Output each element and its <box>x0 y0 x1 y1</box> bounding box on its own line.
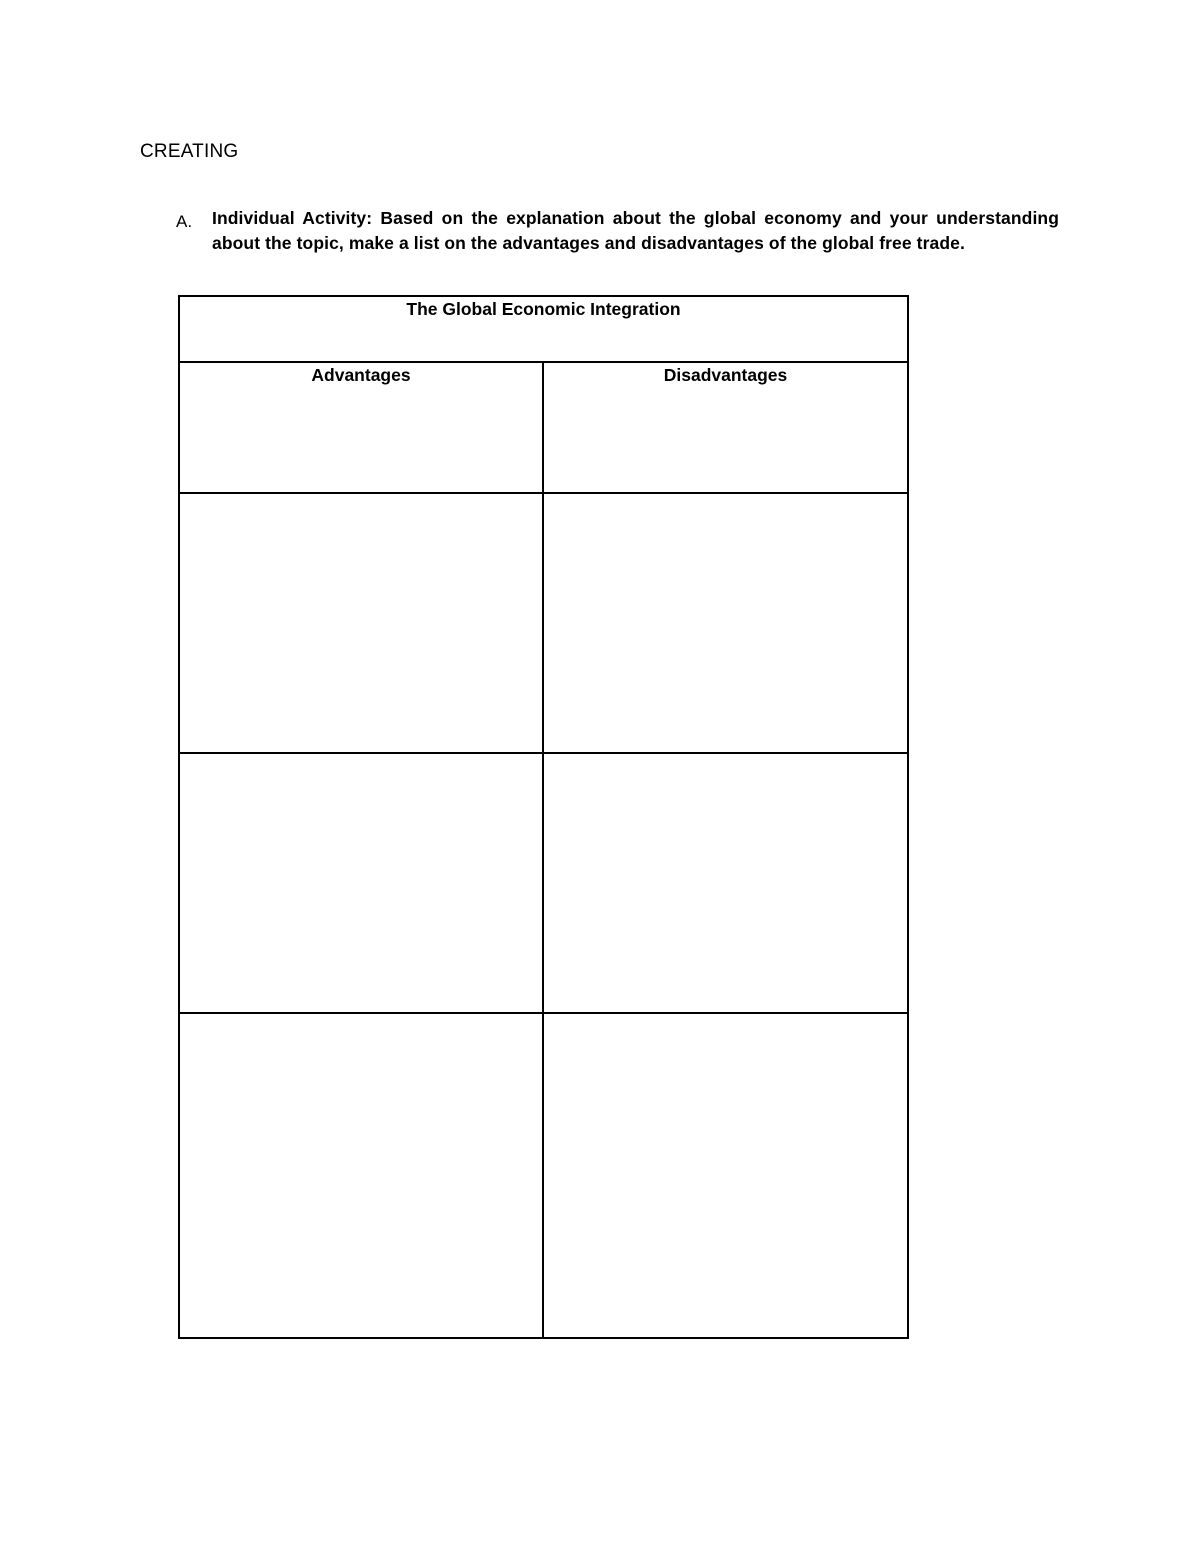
table-row <box>179 753 908 1013</box>
activity-letter: A. <box>176 212 193 231</box>
table-title-row <box>179 296 908 362</box>
disadvantage-answer-cell[interactable] <box>543 1013 908 1338</box>
table-title: The Global Economic Integration <box>179 296 908 362</box>
activity-instructions: Individual Activity: Based on the explanation about the global economy and your understanding about the topic, make a list on the advantages and disadvantages of the global free trade. <box>212 208 1059 253</box>
table-header-row <box>179 362 908 493</box>
advantage-answer-cell[interactable] <box>179 1013 543 1338</box>
table-row <box>179 493 908 753</box>
disadvantage-answer-cell[interactable] <box>543 753 908 1013</box>
advantage-answer-cell[interactable] <box>179 493 543 753</box>
advantages-disadvantages-table <box>178 295 909 1339</box>
disadvantages-header: Disadvantages <box>543 362 908 493</box>
advantage-answer-cell[interactable] <box>179 753 543 1013</box>
advantages-header: Advantages <box>179 362 543 493</box>
section-title: CREATING <box>140 141 239 162</box>
table-row <box>179 1013 908 1338</box>
disadvantage-answer-cell[interactable] <box>543 493 908 753</box>
